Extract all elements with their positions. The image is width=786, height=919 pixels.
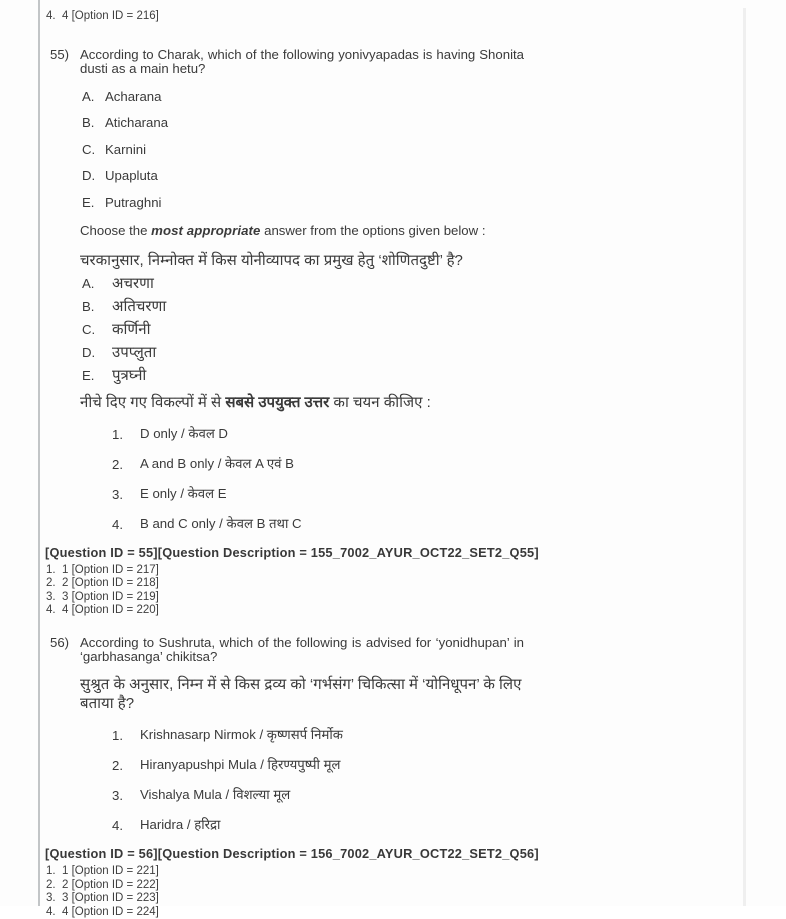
option-text: अतिचरणा (112, 297, 167, 315)
option-text: Acharana (105, 88, 162, 104)
option-id-line-2 (46, 577, 728, 591)
answer-number: 4. (112, 818, 123, 834)
option-id-line-3 (46, 591, 728, 605)
question-56-block (45, 634, 728, 919)
question-text-hi: चरकानुसार, निम्नोक्त में किस योनीव्यापद का प्रमुख हेतु ‘शोणितदुष्टी’ है? (80, 251, 463, 269)
option-text: Upapluta (105, 168, 158, 184)
question-meta: [Question ID = 56][Question Description = 156_7002_AYUR_OCT22_SET2_Q56] (45, 846, 539, 862)
answer-number: 3. (112, 788, 123, 804)
option-label: B. (82, 298, 95, 314)
answer-text: Krishnasarp Nirmok / कृष्णसर्प निर्मोक (140, 727, 343, 743)
option-label: A. (82, 88, 95, 104)
answer-option-row-3 (112, 485, 728, 503)
answer-text: Vishalya Mula / विशल्या मूल (140, 787, 291, 803)
question-text-en: According to Sushruta, which of the following is advised for ‘yonidhupan’ in ‘garbhasanga’ chikitsa? (80, 634, 524, 665)
choose-instruction-en (80, 223, 728, 238)
page-content (45, 10, 728, 919)
option-id-text: 3 [Option ID = 219] (62, 590, 159, 603)
answer-number: 4. (112, 516, 123, 532)
answer-number: 2. (112, 758, 123, 774)
option-id-text: 4 [Option ID = 220] (62, 604, 159, 617)
option-text: कर्णिनी (112, 320, 151, 338)
question-56-header (50, 636, 728, 666)
answer-text: E only / केवल E (140, 485, 227, 501)
choose-prefix: Choose the (80, 222, 152, 238)
question-text-hi: सुश्रुत के अनुसार, निम्न में से किस द्रव्य को ‘गर्भसंग’ चिकित्सा में ‘योनिधूपन’ के लिए बताया है? (80, 676, 522, 713)
option-label: D. (82, 344, 96, 360)
option-text: Aticharana (105, 115, 169, 131)
option-id-line-2 (46, 879, 728, 893)
option-id-text: 1 [Option ID = 221] (62, 865, 159, 878)
choose-prefix: नीचे दिए गए विकल्पों में से (80, 393, 226, 411)
right-border-line (743, 8, 746, 906)
option-id-line-4 (46, 906, 728, 919)
option-row-hi-e (82, 366, 728, 385)
option-row-en-e (82, 196, 728, 210)
answer-text: Hiranyapushpi Mula / हिरण्यपुष्पी मूल (140, 757, 341, 773)
choose-emphasis: most appropriate (151, 222, 261, 238)
option-label: C. (82, 141, 96, 157)
answer-option-row-4 (112, 816, 728, 834)
option-id-text: 4 [Option ID = 216] (62, 10, 159, 22)
option-label: E. (82, 367, 95, 383)
choose-suffix: answer from the options given below : (260, 222, 486, 238)
option-id-num: 4. (46, 905, 56, 918)
answer-number: 3. (112, 486, 123, 502)
option-id-num: 1. (46, 865, 56, 878)
option-id-line-1 (46, 564, 728, 578)
question-number: 55) (50, 46, 70, 62)
option-row-en-b (82, 116, 728, 130)
answer-text: A and B only / केवल A एवं B (140, 455, 294, 471)
left-border-line (38, 0, 40, 906)
option-id-num: 4. (46, 604, 56, 617)
option-id-num: 3. (46, 590, 56, 603)
answer-number: 1. (112, 728, 123, 744)
option-row-en-c (82, 143, 728, 157)
option-id-num: 4. (46, 10, 56, 22)
option-text: Putraghni (105, 194, 162, 210)
option-text: अचरणा (112, 274, 154, 292)
option-row-en-a (82, 90, 728, 104)
answer-option-row-1 (112, 726, 728, 744)
answer-number: 2. (112, 456, 123, 472)
option-id-text: 2 [Option ID = 222] (62, 878, 159, 891)
option-row-hi-c (82, 320, 728, 339)
option-row-en-d (82, 169, 728, 183)
question-meta: [Question ID = 55][Question Description = 155_7002_AYUR_OCT22_SET2_Q55] (45, 544, 539, 560)
option-row-hi-d (82, 343, 728, 362)
option-id-text: 4 [Option ID = 224] (62, 905, 159, 918)
answer-option-row-2 (112, 455, 728, 473)
answer-text: B and C only / केवल B तथा C (140, 515, 302, 531)
option-label: B. (82, 115, 95, 131)
answer-option-row-3 (112, 786, 728, 804)
question-55-block (45, 46, 728, 618)
option-text: उपप्लुता (112, 343, 157, 361)
question-text-en: According to Charak, which of the following yonivyapadas is having Shonita dusti as a main hetu? (80, 46, 524, 77)
option-id-line-1 (46, 865, 728, 879)
prev-option-id-line (46, 10, 728, 24)
option-label: E. (82, 194, 95, 210)
option-id-text: 3 [Option ID = 223] (62, 892, 159, 905)
answer-option-row-4 (112, 515, 728, 533)
option-row-hi-b (82, 297, 728, 316)
answer-number: 1. (112, 426, 123, 442)
option-id-text: 1 [Option ID = 217] (62, 563, 159, 576)
option-text: Karnini (105, 141, 147, 157)
question-55-header (50, 48, 728, 78)
answer-option-row-2 (112, 756, 728, 774)
answer-text: Haridra / हरिद्रा (140, 817, 221, 833)
option-label: A. (82, 275, 95, 291)
option-label: D. (82, 168, 96, 184)
option-id-num: 1. (46, 563, 56, 576)
choose-suffix: का चयन कीजिए : (329, 393, 431, 411)
option-id-num: 2. (46, 577, 56, 590)
option-id-line-3 (46, 892, 728, 906)
answer-text: D only / केवल D (140, 425, 228, 441)
option-id-line-4 (46, 604, 728, 618)
choose-instruction-hi (80, 393, 728, 412)
option-row-hi-a (82, 274, 728, 293)
choose-emphasis: सबसे उपयुक्त उत्तर (225, 393, 330, 411)
answer-option-row-1 (112, 425, 728, 443)
option-id-num: 3. (46, 892, 56, 905)
option-text: पुत्रघ्नी (112, 366, 147, 384)
option-id-text: 2 [Option ID = 218] (62, 577, 159, 590)
option-id-num: 2. (46, 878, 56, 891)
question-number: 56) (50, 634, 70, 650)
option-label: C. (82, 321, 96, 337)
